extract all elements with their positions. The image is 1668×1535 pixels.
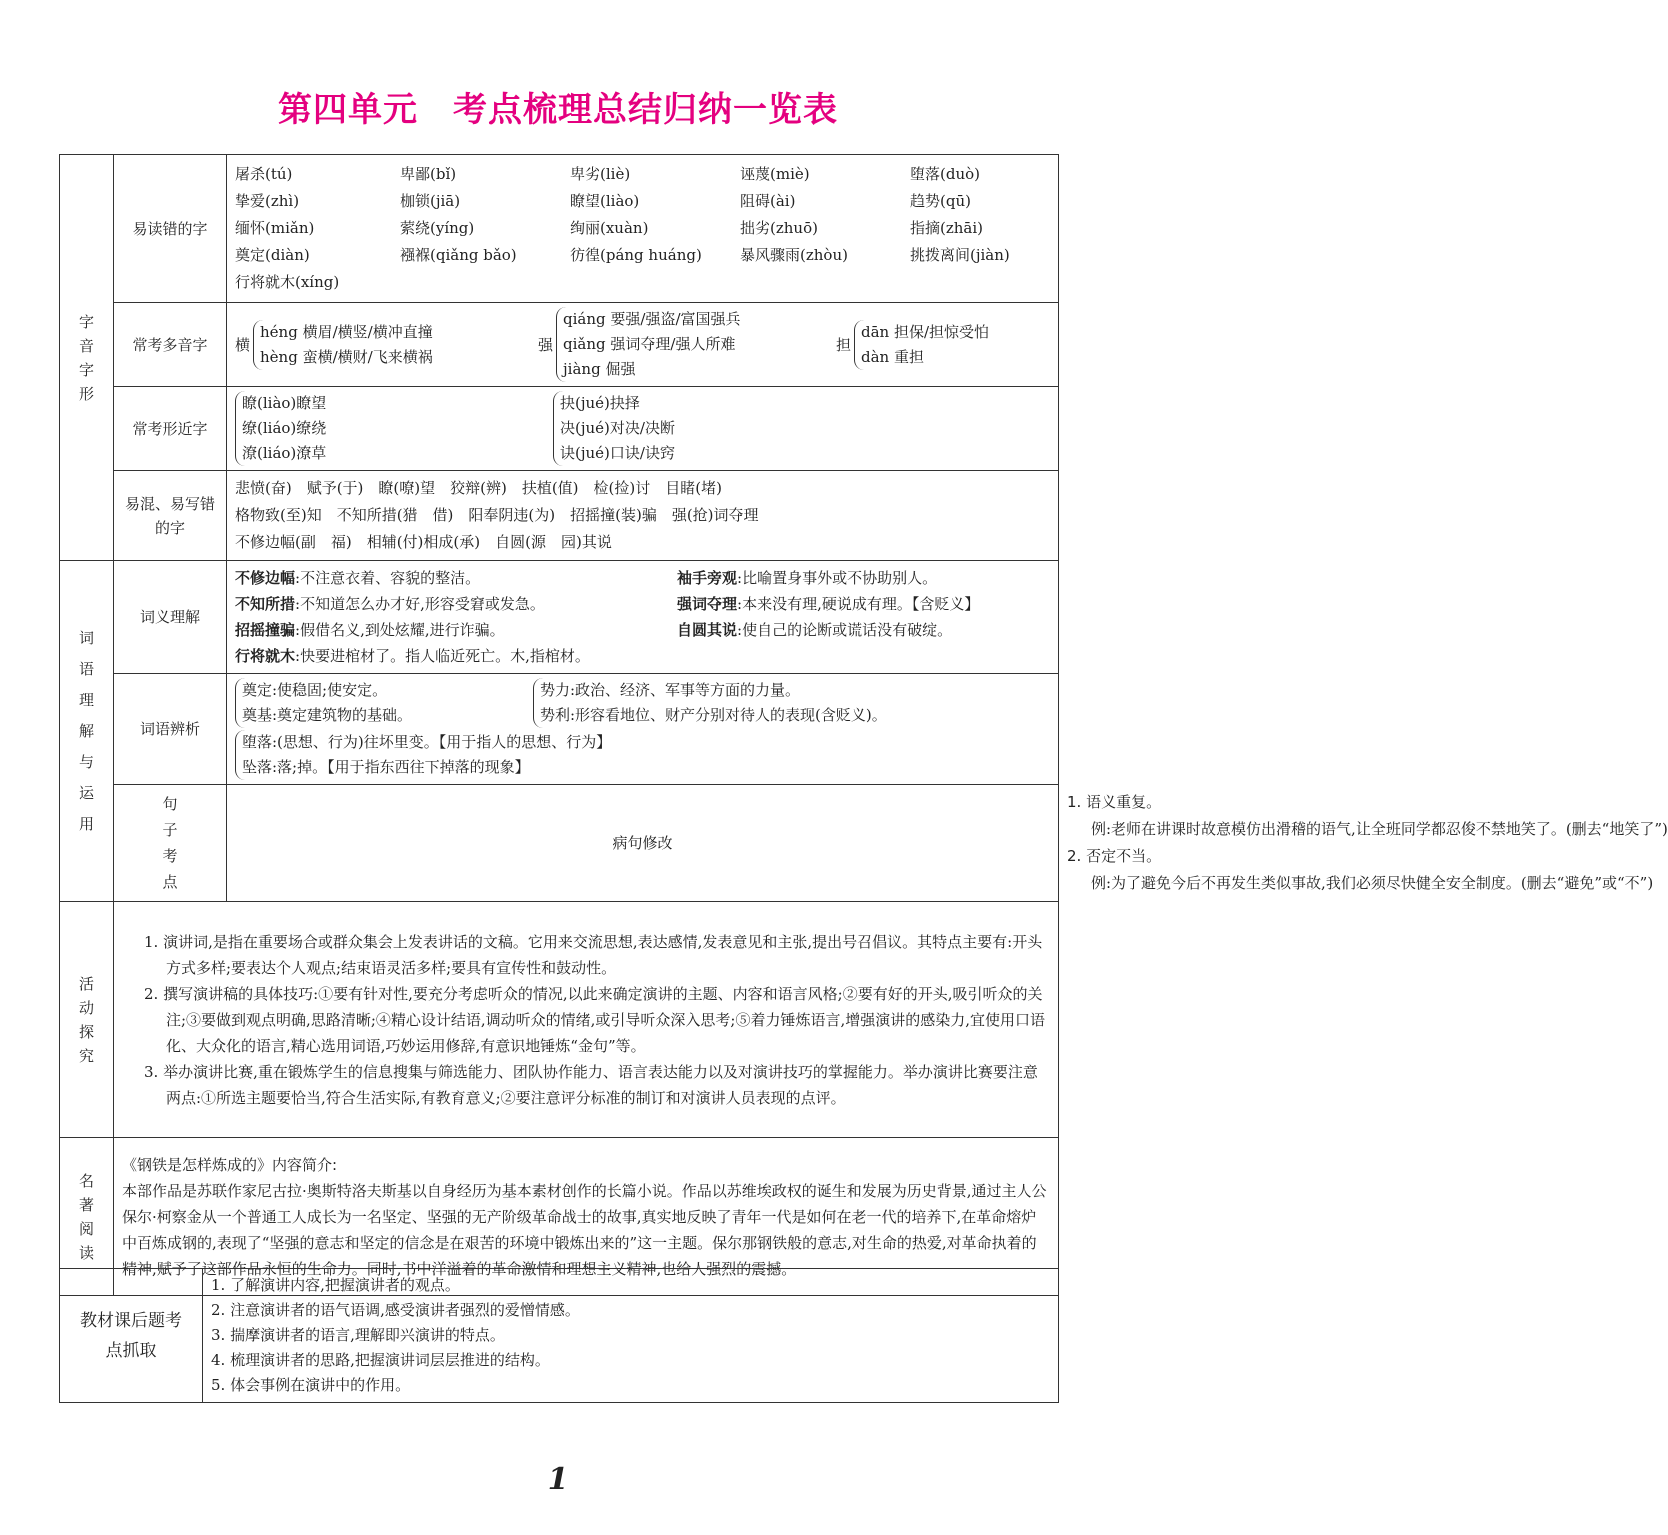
label-ciyi: 词义理解: [114, 561, 227, 674]
ciyi-item: 不修边幅:不注意衣着、容貌的整洁。: [235, 569, 481, 587]
qiang-group: 强 qiáng 要强/强盗/富国强兵 qiǎng 强词夺理/强人所难 jiàng 倔强: [538, 307, 818, 382]
bianxi-cell: [227, 674, 1059, 785]
ciyi-item: 行将就木:快要进棺材了。指人临近死亡。木,指棺材。: [235, 647, 590, 665]
textbook-item: 5. 体会事例在演讲中的作用。: [211, 1376, 411, 1394]
bianxi-group-c: 堕落:(思想、行为)往坏里变。【用于指人的思想、行为】 坠落:落;掉。【用于指东西往下掉落的现象】: [235, 730, 1050, 780]
dan-group: 担 dān 担保/担惊受怕 dàn 重担: [836, 320, 989, 370]
label-xingjin: 常考形近字: [114, 387, 227, 471]
row-yidu: [60, 155, 1059, 303]
yidu-item: 拙劣(zhuō): [740, 219, 818, 237]
huodong-cell: [114, 902, 1059, 1138]
category-ming-zhu: 名 著 阅 读: [60, 1138, 114, 1296]
yidu-item: 卑鄙(bǐ): [400, 165, 457, 183]
category-ju-zi: 句 子 考 点: [114, 785, 227, 902]
yidu-item: 瞭望(liào): [570, 192, 640, 210]
duoyin-cell: [227, 303, 1059, 387]
bianxi-group-b: 势力:政治、经济、军事等方面的力量。 势利:形容看地位、财产分别对待人的表现(含贬义)。: [533, 678, 887, 728]
summary-table: [59, 154, 1668, 1296]
yidu-item: 阻碍(ài): [740, 192, 796, 210]
yihun-line: 不修边幅(副 福) 相辅(付)相成(承) 自圆(源 园)其说: [235, 533, 612, 551]
yidu-item: 指摘(zhāi): [910, 219, 984, 237]
yidu-item: 行将就木(xíng): [235, 273, 340, 291]
yidu-item: 趋势(qū): [910, 192, 971, 210]
page-number: 1: [547, 1462, 569, 1497]
label-textbook: 教材课后题考点抓取: [60, 1269, 203, 1403]
yihun-line: 格物致(至)知 不知所措(猎 借) 阳奉阴违(为) 招摇撞(装)骗 强(抢)词夺理: [235, 506, 759, 524]
category-huo-dong: 活 动 探 究: [60, 902, 114, 1138]
row-yihun: [60, 471, 1059, 561]
textbook-item: 4. 梳理演讲者的思路,把握演讲词层层推进的结构。: [211, 1351, 550, 1369]
textbook-table: [59, 1268, 1059, 1403]
yidu-item: 奠定(diàn): [235, 246, 310, 264]
label-bingju: 病句修改: [227, 785, 1059, 902]
yidu-item: 绚丽(xuàn): [570, 219, 649, 237]
ciyi-item: 招摇撞骗:假借名义,到处炫耀,进行诈骗。: [235, 621, 505, 639]
xingjin-cell: [227, 387, 1059, 471]
row-textbook: [60, 1269, 1059, 1403]
row-ciyi: [60, 561, 1059, 674]
yidu-item: 挚爱(zhì): [235, 192, 300, 210]
yidu-item: 襁褓(qiǎng bǎo): [400, 246, 517, 264]
textbook-cell: [203, 1269, 1059, 1403]
yidu-item: 暴风骤雨(zhòu): [740, 246, 848, 264]
textbook-item: 1. 了解演讲内容,把握演讲者的观点。: [211, 1276, 460, 1294]
label-yidu: 易读错的字: [114, 155, 227, 303]
huodong-item: 3. 举办演讲比赛,重在锻炼学生的信息搜集与筛选能力、团队协作能力、语言表达能力以及对演讲技巧的掌握能力。举办演讲比赛要注意两点:①所选主题要恰当,符合生活实际,有教育意义;②要注意评分标准的制订和对演讲人员表现的点评。: [144, 1062, 1038, 1107]
category-zi-yin-zi-xing: 字 音 字 形: [60, 155, 114, 561]
huodong-item: 2. 撰写演讲稿的具体技巧:①要有针对性,要充分考虑听众的情况,以此来确定演讲的主题、内容和语言风格;②要有好的开头,吸引听众的关注;③要做到观点明确,思路清晰;④精心设计结语,调动听众的情绪,或引导听众深入思考;⑤着力锤炼语言,增强演讲的感染力,宜使用口语化、大众化的语言,精心选用词语,巧妙运用修辞,有意识地锤炼“金句”等。: [144, 984, 1046, 1055]
jue-group: 抉(jué)抉择 决(jué)对决/决断 诀(jué)口诀/诀窍: [553, 391, 675, 466]
ciyi-item: 袖手旁观:比喻置身事外或不协助别人。: [677, 569, 938, 587]
label-bianxi: 词语辨析: [114, 674, 227, 785]
yidu-item: 诬蔑(miè): [740, 165, 810, 183]
yidu-item: 卑劣(liè): [570, 165, 631, 183]
yihun-cell: [227, 471, 1059, 561]
label-yihun: 易混、易写错的字: [114, 471, 227, 561]
bianxi-group-a: 奠定:使稳固;使安定。 奠基:奠定建筑物的基础。: [235, 678, 515, 728]
huodong-item: 1. 演讲词,是指在重要场合或群众集会上发表讲话的文稿。它用来交流思想,表达感情,发表意见和主张,提出号召倡议。其特点主要有:开头方式多样;要表达个人观点;结束语灵活多样;要具有宣传性和鼓动性。: [144, 932, 1043, 977]
yidu-item: 挑拨离间(jiàn): [910, 246, 1010, 264]
liao-group: 瞭(liào)瞭望 缭(liáo)缭绕 潦(liáo)潦草: [235, 391, 535, 466]
mingzhu-body: 本部作品是苏联作家尼古拉·奥斯特洛夫斯基以自身经历为基本素材创作的长篇小说。作品以苏维埃政权的诞生和发展为历史背景,通过主人公保尔·柯察金从一个普通工人成长为一名坚定、坚强的无产阶级革命战士的故事,真实地反映了青年一代是如何在老一代的培养下,在革命熔炉中百炼成钢的,表现了“坚强的意志和坚定的信念是在艰苦的环境中锻炼出来的”这一主题。保尔那钢铁般的意志,对生命的热爱,对革命执着的精神,赋予了这部作品永恒的生命力。同时,书中洋溢着的革命激情和理想主义精神,也给人强烈的震撼。: [122, 1181, 1047, 1278]
page-title: 第四单元 考点梳理总结归纳一览表: [278, 90, 838, 130]
heng-group: 横 héng 横眉/横竖/横冲直撞 hèng 蛮横/横财/飞来横祸: [235, 320, 520, 370]
yihun-line: 悲愤(奋) 赋予(于) 瞭(嘹)望 狡辩(辨) 扶植(值) 检(捡)讨 目睹(堵): [235, 479, 722, 497]
textbook-item: 2. 注意演讲者的语气语调,感受演讲者强烈的爱憎情感。: [211, 1301, 580, 1319]
yidu-cell: [227, 155, 1059, 303]
yidu-item: 萦绕(yíng): [400, 219, 475, 237]
ciyi-cell: [227, 561, 1059, 674]
mingzhu-heading: 《钢铁是怎样炼成的》内容简介:: [122, 1155, 338, 1174]
row-bianxi: [60, 674, 1059, 785]
yidu-item: 缅怀(miǎn): [235, 219, 315, 237]
row-xingjin: [60, 387, 1059, 471]
label-duoyin: 常考多音字: [114, 303, 227, 387]
category-ci-yu: 词 语 理 解 与 运 用: [60, 561, 114, 902]
ciyi-item: 不知所措:不知道怎么办才好,形容受窘或发急。: [235, 595, 545, 613]
textbook-item: 3. 揣摩演讲者的语言,理解即兴演讲的特点。: [211, 1326, 505, 1344]
yidu-item: 屠杀(tú): [235, 165, 293, 183]
row-bingju: 句 子 考 点 病句修改 1. 语义重复。 例:老师在讲课时故意模仿出滑稽的语气,让全班同学都忍俊不禁地笑了。(删去“地笑了”) 2. 否定不当。 例:为了避免今后不再发生类似事故,我们必须尽快健全安全制度。(删去“避免”或“不”): [60, 785, 1059, 902]
ciyi-item: 强词夺理:本来没有理,硬说成有理。【含贬义】: [677, 595, 980, 613]
yidu-item: 彷徨(páng huáng): [570, 246, 702, 264]
row-huodong: [60, 902, 1059, 1138]
ciyi-item: 自圆其说:使自己的论断或谎话没有破绽。: [677, 621, 953, 639]
yidu-item: 堕落(duò): [910, 165, 980, 183]
row-duoyin: [60, 303, 1059, 387]
yidu-grid: [235, 161, 1050, 296]
yidu-item: 枷锁(jiā): [400, 192, 461, 210]
